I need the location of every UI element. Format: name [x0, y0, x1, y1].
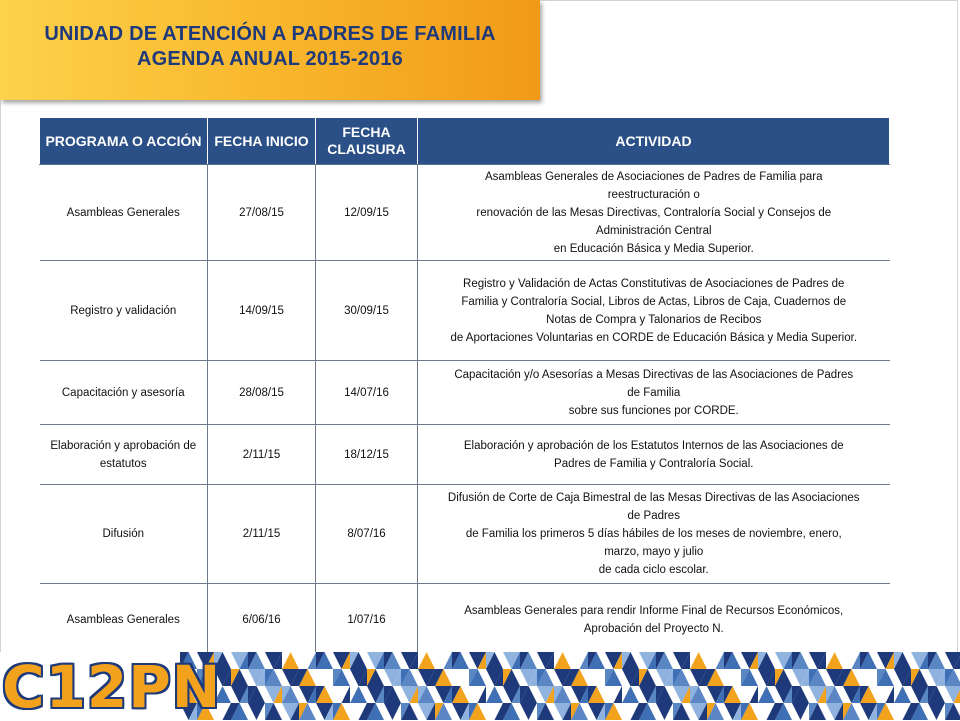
activity-line: marzo, mayo y julio	[420, 543, 888, 561]
activity-line: Asambleas Generales para rendir Informe Final de Recursos Económicos,	[420, 602, 888, 620]
c12pn-logo: C12PN	[2, 654, 221, 720]
cell-end-date: 8/07/16	[316, 485, 418, 584]
title-line-1: UNIDAD DE ATENCIÓN A PADRES DE FAMILIA	[0, 22, 540, 46]
cell-program: Capacitación y asesoría	[40, 361, 208, 425]
activity-line: de Aportaciones Voluntarias en CORDE de Educación Básica y Media Superior.	[420, 329, 888, 347]
cell-activity	[418, 425, 890, 485]
cell-program: Elaboración y aprobación de estatutos	[40, 425, 208, 485]
activity-line: Registro y Validación de Actas Constitutivas de Asociaciones de Padres de	[420, 275, 888, 293]
activity-line: de cada ciclo escolar.	[420, 561, 888, 579]
activity-line: sobre sus funciones por CORDE.	[420, 402, 888, 420]
activity-line: Capacitación y/o Asesorías a Mesas Directivas de las Asociaciones de Padres	[420, 366, 888, 384]
cell-program: Asambleas Generales	[40, 165, 208, 261]
cell-start-date: 14/09/15	[208, 261, 316, 361]
table-row	[40, 165, 890, 261]
cell-program: Registro y validación	[40, 261, 208, 361]
activity-line: Familia y Contraloría Social, Libros de Actas, Libros de Caja, Cuadernos de	[420, 293, 888, 311]
cell-end-date: 18/12/15	[316, 425, 418, 485]
title-line-2: AGENDA ANUAL 2015-2016	[0, 47, 540, 71]
activity-line: Administración Central	[420, 222, 888, 240]
activity-line: en Educación Básica y Media Superior.	[420, 240, 888, 258]
cell-start-date: 2/11/15	[208, 425, 316, 485]
table-row	[40, 425, 890, 485]
activity-line: Difusión de Corte de Caja Bimestral de las Mesas Directivas de las Asociaciones	[420, 489, 888, 507]
activity-line: de Familia los primeros 5 días hábiles de los meses de noviembre, enero,	[420, 525, 888, 543]
activity-line: renovación de las Mesas Directivas, Contraloría Social y Consejos de	[420, 204, 888, 222]
cell-activity	[418, 261, 890, 361]
header-end-date: FECHA CLAUSURA	[316, 118, 418, 165]
agenda-table	[39, 117, 890, 657]
activity-line: Asambleas Generales de Asociaciones de Padres de Familia para	[420, 168, 888, 186]
cell-end-date: 1/07/16	[316, 584, 418, 657]
cell-end-date: 14/07/16	[316, 361, 418, 425]
cell-activity	[418, 584, 890, 657]
title-banner	[0, 0, 540, 100]
activity-line: Padres de Familia y Contraloría Social.	[420, 455, 888, 473]
header-activity: ACTIVIDAD	[418, 118, 890, 165]
header-program: PROGRAMA O ACCIÓN	[40, 118, 208, 165]
cell-program: Asambleas Generales	[40, 584, 208, 657]
cell-activity	[418, 361, 890, 425]
table-row	[40, 361, 890, 425]
table-header-row	[40, 118, 890, 165]
cell-activity	[418, 485, 890, 584]
cell-program: Difusión	[40, 485, 208, 584]
activity-line: Aprobación del Proyecto N.	[420, 620, 888, 638]
cell-start-date: 28/08/15	[208, 361, 316, 425]
activity-line: Elaboración y aprobación de los Estatutos Internos de las Asociaciones de	[420, 437, 888, 455]
cell-end-date: 12/09/15	[316, 165, 418, 261]
cell-end-date: 30/09/15	[316, 261, 418, 361]
activity-line: de Familia	[420, 384, 888, 402]
cell-start-date: 27/08/15	[208, 165, 316, 261]
cell-activity	[418, 165, 890, 261]
table-row	[40, 584, 890, 657]
cell-start-date: 6/06/16	[208, 584, 316, 657]
cell-start-date: 2/11/15	[208, 485, 316, 584]
activity-line: reestructuración o	[420, 186, 888, 204]
table-row	[40, 261, 890, 361]
activity-line: de Padres	[420, 507, 888, 525]
header-start-date: FECHA INICIO	[208, 118, 316, 165]
table-row	[40, 485, 890, 584]
activity-line: Notas de Compra y Talonarios de Recibos	[420, 311, 888, 329]
